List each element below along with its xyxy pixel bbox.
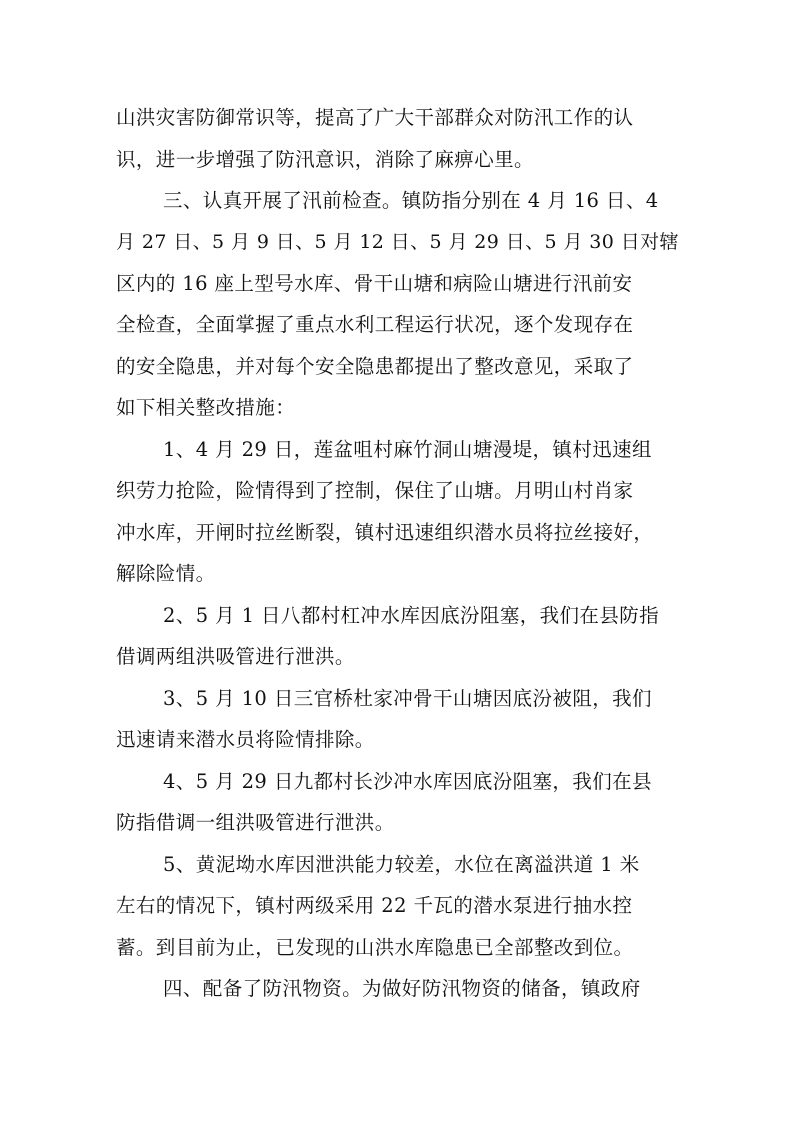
- text-line: 冲水库，开闸时拉丝断裂，镇村迅速组织潜水员将拉丝接好，: [116, 521, 654, 544]
- text-line: 3、5 月 10 日三官桥杜家冲骨干山塘因底汾被阻，我们: [163, 687, 652, 710]
- text-line: 解除险情。: [116, 562, 216, 585]
- text-line: 四、配备了防汛物资。为做好防汛物资的储备，镇政府: [163, 977, 641, 1000]
- text-line: 月 27 日、5 月 9 日、5 月 12 日、5 月 29 日、5 月 30 日对辖: [116, 231, 679, 253]
- text-line: 如下相关整改措施：: [116, 396, 296, 419]
- text-line: 1、4 月 29 日，莲盆咀村麻竹洞山塘漫堤，镇村迅速组: [163, 438, 652, 461]
- text-line: 迅速请来潜水员将险情排除。: [116, 728, 375, 751]
- text-line: 蓄。到目前为止，已发现的山洪水库隐患已全部整改到位。: [116, 936, 634, 959]
- text-line: 三、认真开展了汛前检查。镇防指分别在 4 月 16 日、4: [163, 189, 659, 212]
- text-line: 识，进一步增强了防汛意识，消除了麻痹心里。: [116, 148, 534, 171]
- text-line: 的安全隐患，并对每个安全隐患都提出了整改意见，采取了: [116, 355, 634, 378]
- text-line: 5、黄泥坳水库因泄洪能力较差，水位在离溢洪道 1 米: [163, 853, 640, 876]
- text-line: 借调两组洪吸管进行泄洪。: [116, 645, 355, 668]
- text-line: 全检查，全面掌握了重点水利工程运行状况，逐个发现存在: [116, 313, 634, 336]
- text-line: 区内的 16 座上型号水库、骨干山塘和病险山塘进行汛前安: [116, 272, 633, 295]
- text-line: 左右的情况下，镇村两级采用 22 千瓦的潜水泵进行抽水控: [116, 894, 633, 917]
- text-line: 织劳力抢险，险情得到了控制，保住了山塘。月明山村肖家: [116, 479, 634, 502]
- text-line: 山洪灾害防御常识等，提高了广大干部群众对防汛工作的认: [116, 106, 634, 129]
- text-line: 2、5 月 1 日八都村杠冲水库因底汾阻塞，我们在县防指: [163, 604, 660, 627]
- text-line: 4、5 月 29 日九都村长沙冲水库因底汾阻塞，我们在县: [163, 770, 652, 793]
- text-line: 防指借调一组洪吸管进行泄洪。: [116, 811, 395, 834]
